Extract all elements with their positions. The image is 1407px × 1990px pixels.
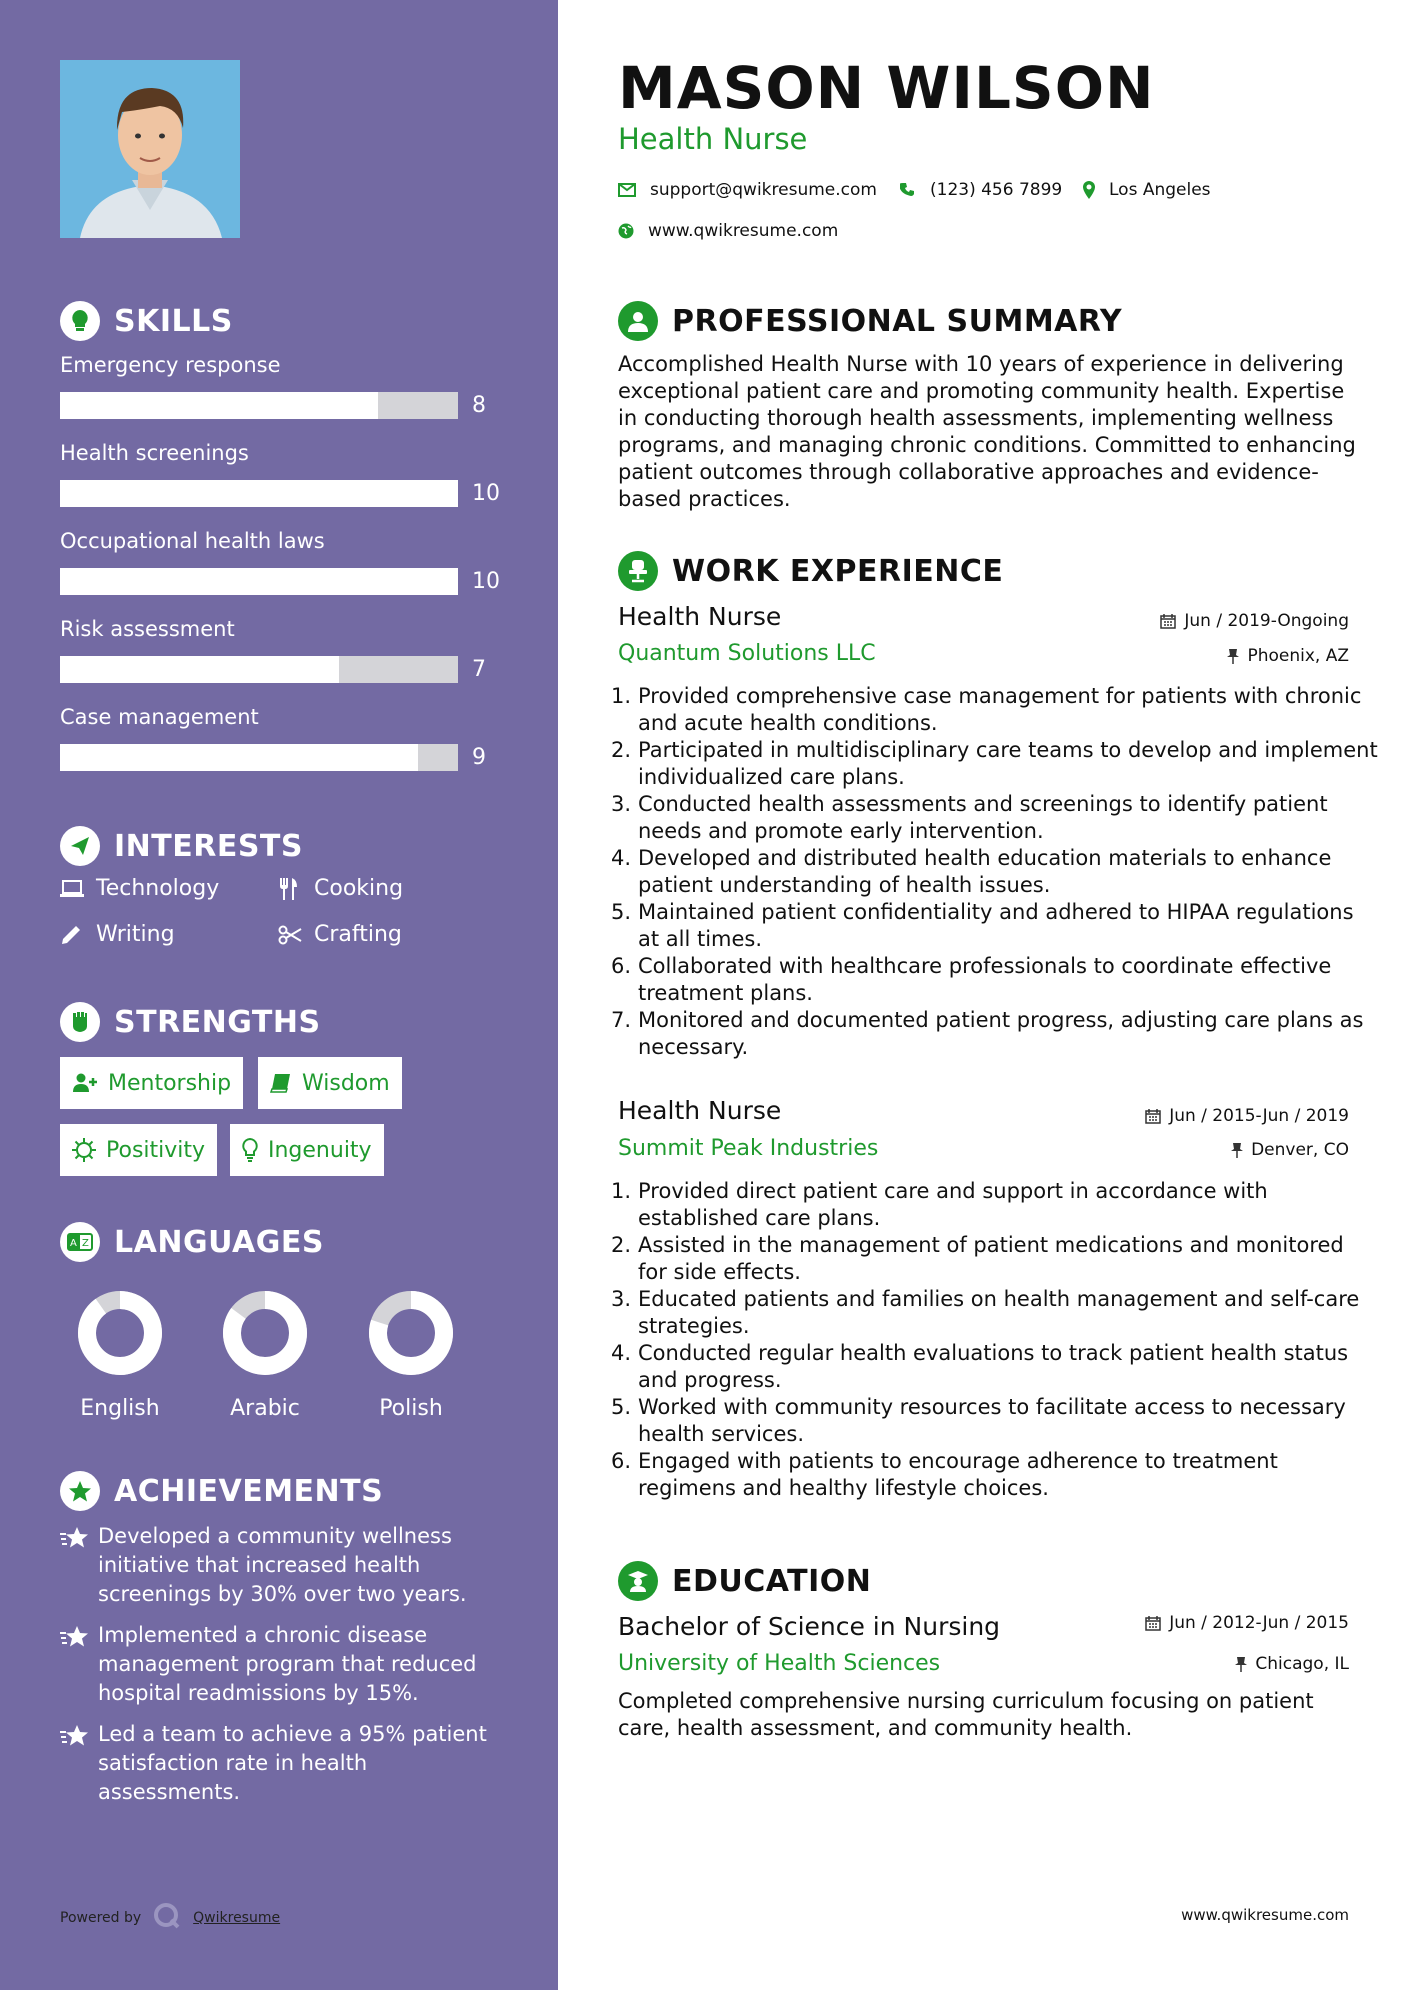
strength-badge: Ingenuity — [230, 1124, 384, 1176]
strength-badge: Positivity — [60, 1124, 217, 1176]
list-item: 6. Engaged with patients to encourage adherence to treatment regimens and healthy lifestyle choices. — [610, 1449, 1278, 1500]
user-plus-icon — [72, 1073, 98, 1093]
pushpin-icon — [1231, 1142, 1243, 1158]
skill-bar — [60, 744, 458, 771]
sidebar — [0, 0, 558, 1990]
lightbulb-icon — [242, 1138, 258, 1162]
job-dates: Jun / 2019-Ongoing — [1160, 611, 1349, 631]
interest-item: Writing — [60, 922, 175, 947]
job-duties — [610, 683, 1378, 1061]
list-item: 1. Provided direct patient care and support in accordance with established care plans. — [610, 1179, 1268, 1230]
contact-website: www.qwikresume.com — [618, 221, 838, 241]
qwikresume-logo-icon — [153, 1902, 181, 1934]
pushpin-icon — [1227, 648, 1239, 664]
list-item: 7. Monitored and documented patient progress, adjusting care plans as necessary. — [610, 1008, 1364, 1059]
star-icon — [60, 1471, 100, 1511]
job-title: Health Nurse — [618, 1096, 782, 1125]
laptop-icon — [60, 880, 86, 898]
skill-value: 10 — [472, 481, 500, 506]
languages-heading: A Z LANGUAGES — [60, 1222, 324, 1262]
list-item: 5. Maintained patient confidentiality and adhered to HIPAA regulations at all times. — [610, 900, 1354, 951]
profile-photo — [60, 60, 240, 238]
list-item: 5. Worked with community resources to facilitate access to necessary health services. — [610, 1395, 1346, 1446]
education-heading: EDUCATION — [618, 1561, 871, 1601]
education-description: Completed comprehensive nursing curriculum focusing on patient care, health assessment, and community health. — [618, 1689, 1314, 1740]
scissors-icon — [278, 925, 304, 945]
interest-item: Cooking — [278, 876, 403, 901]
fist-icon — [60, 1002, 100, 1042]
calendar-icon — [1145, 1108, 1161, 1124]
globe-icon — [618, 223, 634, 239]
summary-text: Accomplished Health Nurse with 10 years of experience in delivering exceptional patient care and promoting community health. Expertise in conducting thorough health assessments, implementing wellness programs, and managing chronic conditions. Committed to enhancing patient outcomes through collaborative approaches and evidence-based practices. — [618, 352, 1356, 511]
calendar-icon — [1160, 613, 1176, 629]
school-name: University of Health Sciences — [618, 1651, 941, 1676]
contact-location: Los Angeles — [1083, 180, 1211, 200]
achievement-item: Led a team to achieve a 95% patient satisfaction rate in health assessments. — [60, 1720, 500, 1807]
language-item: Polish — [351, 1288, 471, 1421]
list-item: 2. Participated in multidisciplinary care teams to develop and implement individualized care plans. — [610, 738, 1378, 789]
candidate-name: MASON WILSON — [618, 54, 1155, 122]
skill-bar — [60, 480, 458, 507]
pencil-icon — [60, 924, 86, 946]
strengths-heading: STRENGTHS — [60, 1002, 321, 1042]
interests-heading: INTERESTS — [60, 826, 303, 866]
footer-url[interactable]: www.qwikresume.com — [1181, 1906, 1349, 1924]
contact-phone: (123) 456 7899 — [900, 180, 1062, 200]
sun-icon — [72, 1138, 96, 1162]
phone-icon — [900, 182, 916, 198]
language-icon — [60, 1222, 100, 1262]
education-location: Chicago, IL — [1235, 1654, 1349, 1674]
skill-bar — [60, 568, 458, 595]
achievement-item: Developed a community wellness initiative that increased health screenings by 30% over two years. — [60, 1522, 500, 1609]
skill-value: 8 — [472, 393, 486, 418]
list-item: 3. Educated patients and families on health management and self-care strategies. — [610, 1287, 1360, 1338]
language-item: Arabic — [205, 1288, 325, 1421]
achievement-item: Implemented a chronic disease management program that reduced hospital readmissions by 15%. — [60, 1621, 500, 1708]
list-item: 4. Conducted regular health evaluations to track patient health status and progress. — [610, 1341, 1349, 1392]
company-name: Summit Peak Industries — [618, 1136, 879, 1161]
map-marker-icon — [1083, 181, 1095, 199]
main-content — [558, 0, 1407, 1990]
company-name: Quantum Solutions LLC — [618, 641, 876, 666]
svg-text:Z: Z — [82, 1238, 89, 1249]
skill-bar — [60, 656, 458, 683]
degree-title: Bachelor of Science in Nursing — [618, 1612, 1001, 1641]
list-item: 6. Collaborated with healthcare professionals to coordinate effective treatment plans. — [610, 954, 1332, 1005]
pushpin-icon — [1235, 1656, 1247, 1672]
graduate-icon — [618, 1561, 658, 1601]
skill-value: 7 — [472, 657, 486, 682]
list-item: 3. Conducted health assessments and screenings to identify patient needs and promote early intervention. — [610, 792, 1328, 843]
language-donut — [75, 1288, 165, 1378]
summary-heading: PROFESSIONAL SUMMARY — [618, 301, 1122, 341]
paper-plane-icon — [60, 826, 100, 866]
office-chair-icon — [618, 551, 658, 591]
skill-value: 9 — [472, 745, 486, 770]
language-item: English — [60, 1288, 180, 1421]
job-duties — [610, 1178, 1378, 1502]
experience-heading: WORK EXPERIENCE — [618, 551, 1003, 591]
book-icon — [270, 1073, 292, 1093]
list-item: 4. Developed and distributed health education materials to enhance patient understanding of health issues. — [610, 846, 1332, 897]
star-icon — [60, 1522, 98, 1609]
job-location: Phoenix, AZ — [1227, 646, 1349, 666]
powered-by: Powered by Qwikresume — [60, 1902, 280, 1934]
strength-badge: Mentorship — [60, 1057, 243, 1109]
qwikresume-link[interactable]: Qwikresume — [193, 1910, 281, 1926]
strength-badge: Wisdom — [258, 1057, 402, 1109]
utensils-icon — [278, 878, 304, 900]
achievements-heading: ACHIEVEMENTS — [60, 1471, 383, 1511]
job-title: Health Nurse — [618, 602, 782, 631]
skill-name: Health screenings — [60, 441, 249, 465]
envelope-icon — [618, 183, 636, 197]
job-location: Denver, CO — [1231, 1140, 1349, 1160]
skill-name: Risk assessment — [60, 617, 235, 641]
list-item: 1. Provided comprehensive case management for patients with chronic and acute health conditions. — [610, 684, 1362, 735]
contact-email: support@qwikresume.com — [618, 180, 877, 200]
calendar-icon — [1145, 1615, 1161, 1631]
skills-heading: SKILLS — [60, 301, 233, 341]
education-dates: Jun / 2012-Jun / 2015 — [1145, 1613, 1349, 1633]
user-icon — [618, 301, 658, 341]
list-item: 2. Assisted in the management of patient medications and monitored for side effects. — [610, 1233, 1344, 1284]
job-dates: Jun / 2015-Jun / 2019 — [1145, 1106, 1349, 1126]
language-donut — [220, 1288, 310, 1378]
star-icon — [60, 1621, 98, 1708]
language-donut — [366, 1288, 456, 1378]
skill-bar — [60, 392, 458, 419]
skill-name: Occupational health laws — [60, 529, 325, 553]
lightbulb-icon — [60, 301, 100, 341]
skill-name: Emergency response — [60, 353, 281, 377]
svg-text:A: A — [70, 1238, 77, 1249]
interest-item: Technology — [60, 876, 219, 901]
skill-value: 10 — [472, 569, 500, 594]
star-icon — [60, 1720, 98, 1807]
candidate-title: Health Nurse — [618, 122, 808, 156]
interest-item: Crafting — [278, 922, 402, 947]
skill-name: Case management — [60, 705, 259, 729]
